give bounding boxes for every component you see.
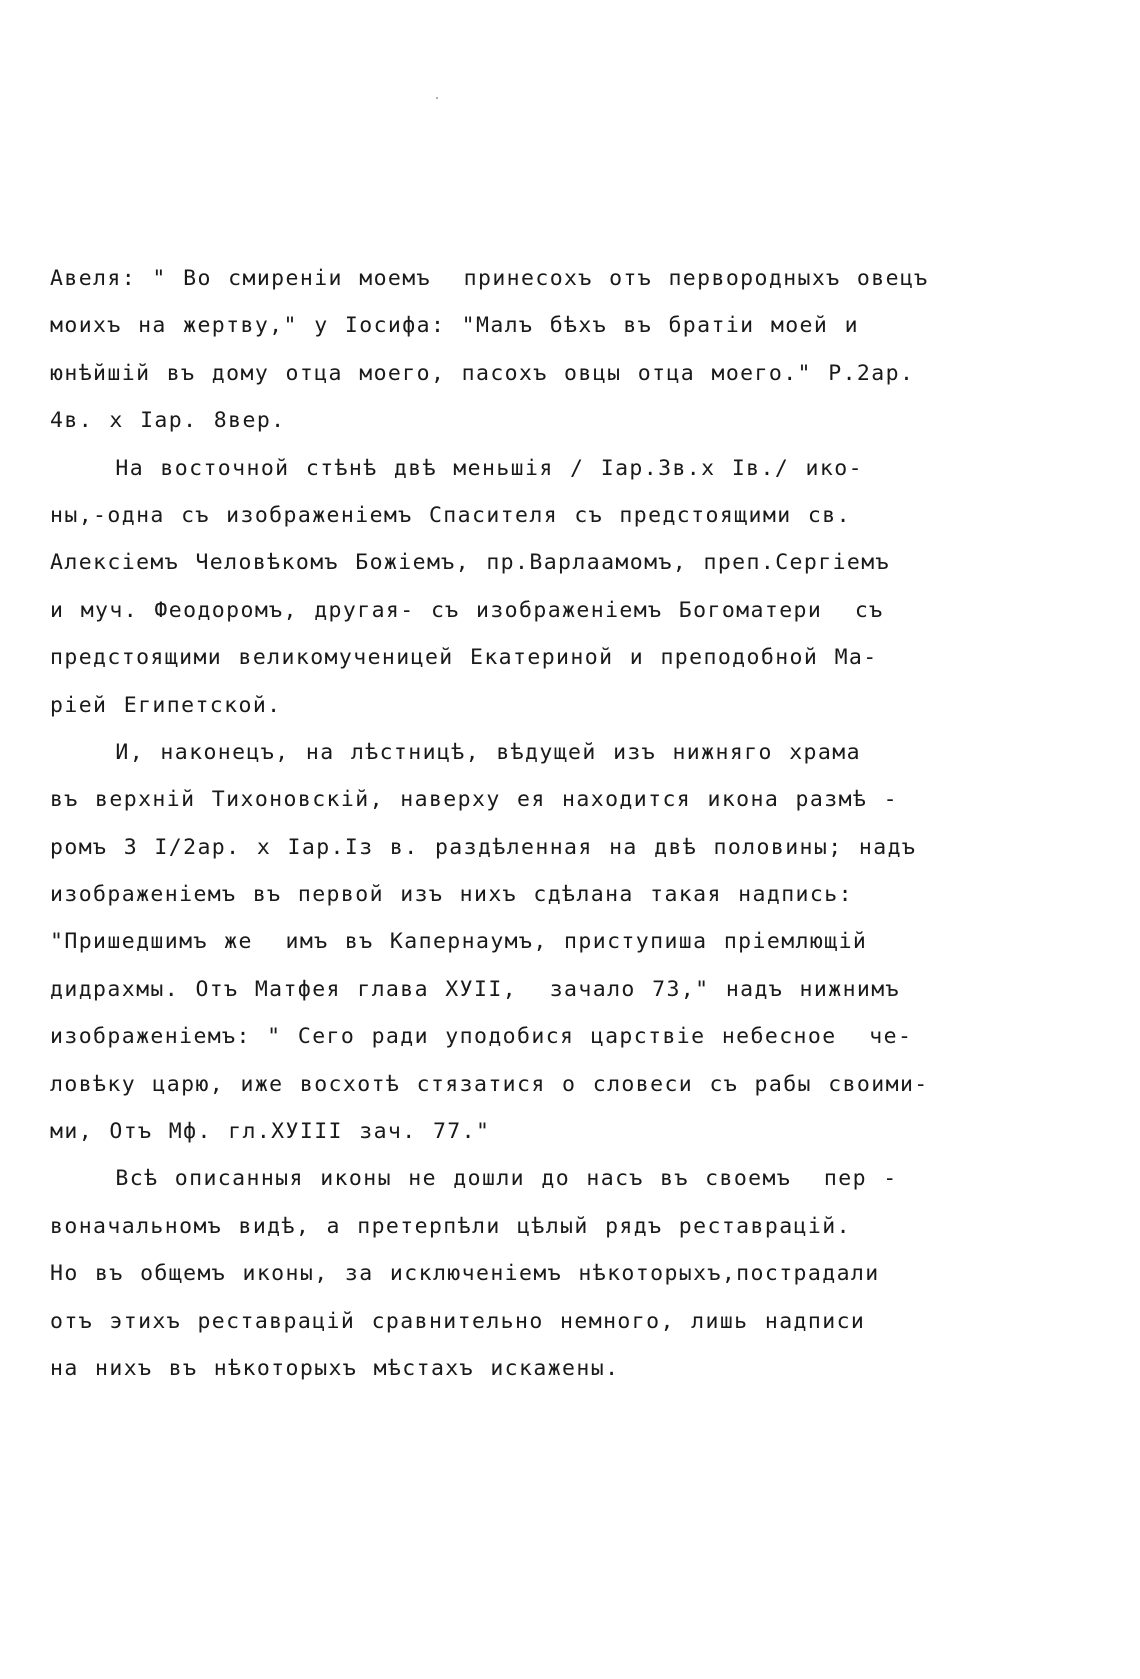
text-line: ромъ 3 І/2ар. х Іар.Із в. раздѣленная на двѣ половины; надъ bbox=[50, 834, 917, 860]
text-line: Алексіемъ Человѣкомъ Божіемъ, пр.Варлаамомъ, преп.Сергіемъ bbox=[50, 550, 890, 576]
text-line: ловѣку царю, иже восхотѣ стязатися о словеси съ рабы своими- bbox=[50, 1071, 929, 1097]
paragraph-1 bbox=[50, 255, 1090, 445]
text-line: изображеніемъ въ первой изъ нихъ сдѣлана такая надпись: bbox=[50, 882, 853, 908]
text-line: отъ этихъ реставрацій сравнительно немного, лишь надписи bbox=[50, 1308, 866, 1334]
typewritten-text bbox=[50, 255, 1090, 1392]
text-line: изображеніемъ: " Сего ради уподобися царствіе небесное че- bbox=[50, 1024, 913, 1050]
text-line: ми, Отъ Мф. гл.ХУІІІ зач. 77." bbox=[50, 1119, 491, 1145]
text-line: Но въ общемъ иконы, за исключеніемъ нѣкоторыхъ,пострадали bbox=[50, 1261, 880, 1287]
text-line: "Пришедшимъ же имъ въ Капернаумъ, приступиша пріемлющій bbox=[50, 929, 868, 955]
text-line: Авеля: " Во смиреніи моемъ принесохъ отъ первородныхъ овецъ bbox=[50, 266, 929, 291]
text-line: въ верхній Тихоновскій, наверху ея находится икона размѣ - bbox=[50, 787, 898, 813]
text-line: юнѣйшій въ дому отца моего, пасохъ овцы отца моего." Р.2ар. bbox=[50, 360, 915, 386]
text-line: Всѣ описанныя иконы не дошли до насъ въ своемъ пер - bbox=[50, 1166, 898, 1192]
text-line: и муч. Феодоромъ, другая- съ изображеніемъ Богоматери съ bbox=[50, 597, 884, 623]
text-line: ны,-одна съ изображеніемъ Спасителя съ предстоящими св. bbox=[50, 502, 851, 528]
scan-speck bbox=[436, 97, 438, 99]
text-line: на нихъ въ нѣкоторыхъ мѣстахъ искажены. bbox=[50, 1355, 620, 1381]
text-line: И, наконецъ, на лѣстницѣ, вѣдущей изъ нижняго храма bbox=[50, 739, 861, 765]
text-line: воначальномъ видѣ, а претерпѣли цѣлый рядъ реставрацій. bbox=[50, 1213, 851, 1239]
text-line: На восточной стѣнѣ двѣ меньшія / Іар.3в.х Ів./ ико- bbox=[50, 455, 863, 481]
text-line: ріей Египетской. bbox=[50, 692, 282, 718]
paragraph-2 bbox=[50, 445, 1090, 729]
text-line: 4в. х Іар. 8вер. bbox=[50, 408, 286, 434]
text-line: моихъ на жертву," у Іосифа: "Малъ бѣхъ въ братіи моей и bbox=[50, 313, 859, 339]
text-line: дидрахмы. Отъ Матфея глава ХУІІ, зачало 73," надъ нижнимъ bbox=[50, 976, 900, 1002]
text-line: предстоящими великомученицей Екатериной и преподобной Ма- bbox=[50, 645, 878, 671]
paragraph-4 bbox=[50, 1155, 1090, 1392]
paragraph-3 bbox=[50, 729, 1090, 1156]
